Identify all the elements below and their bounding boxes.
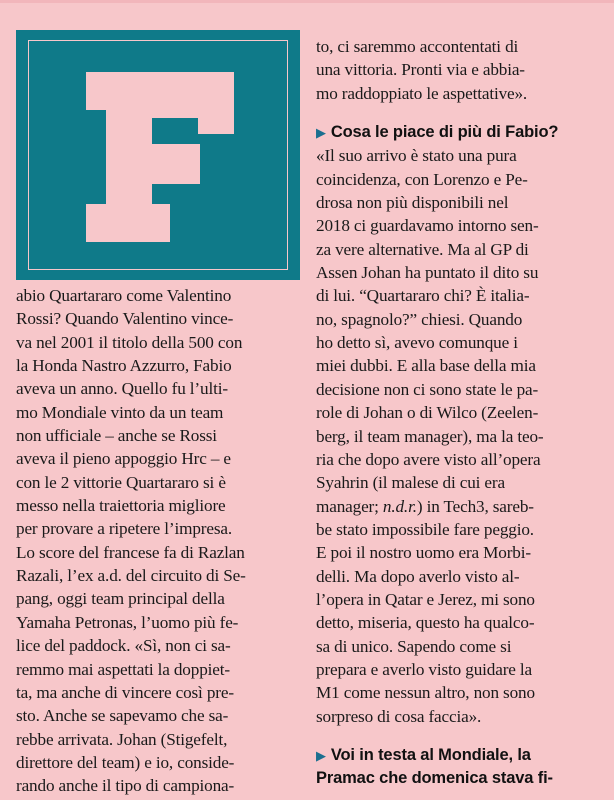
text-line: aveva il pieno appoggio Hrc – e (16, 449, 231, 469)
text-line: detto, miseria, questo ha qualco- (316, 613, 535, 633)
text-line: role di Johan o di Wilco (Zeelen- (316, 403, 539, 423)
question-text: Cosa le piace di più di Fabio? (330, 123, 559, 142)
manager-text: manager; (316, 496, 383, 516)
text-line: Rossi? Quando Valentino vince- (16, 309, 234, 329)
text-line: no, spagnolo?” chiesi. Quando (316, 309, 523, 329)
text-line: be stato impossibile fare peggio. (316, 519, 534, 539)
dropcap-letter-f (86, 72, 234, 242)
text-line: Assen Johan ha puntato il dito su (316, 263, 539, 283)
text-line: abio Quartararo come Valentino (16, 286, 232, 305)
text-line: ta, ma anche di vincere così pre- (16, 682, 234, 702)
text-line: decisione non ci sono state le pa- (316, 379, 539, 399)
question-heading (316, 744, 606, 767)
text-line: to, ci saremmo accontentati di (316, 37, 519, 56)
text-line: va nel 2001 il titolo della 500 con (16, 332, 243, 352)
text-line: Yamaha Petronas, l’uomo più fe- (16, 612, 239, 632)
text-line: berg, il team manager), ma la teo- (316, 426, 544, 446)
text-line: 2018 ci guardavamo intorno sen- (316, 216, 539, 236)
text-line: con le 2 vittorie Quartararo si è (16, 472, 226, 492)
text-line: rebbe arrivata. Johan (Stigefelt, (16, 729, 228, 749)
text-line: messo nella traiettoria migliore (16, 496, 226, 516)
page-edge (0, 0, 614, 3)
text-line: drosa non più disponibili nel (316, 193, 509, 213)
text-line: direttore del team) e io, conside- (16, 752, 235, 772)
text-line: ho detto sì, avevo comunque i (316, 333, 518, 353)
text-line: la Honda Nastro Azzurro, Fabio (16, 356, 232, 376)
question-text: Voi in testa al Mondiale, la (330, 745, 531, 764)
text-line (316, 495, 606, 518)
editor-note: n.d.r. (382, 496, 417, 516)
text-line: Razali, l’ex a.d. del circuito di Se- (16, 566, 246, 586)
text-line: aveva un anno. Quello fu l’ulti- (16, 379, 228, 399)
triangle-bullet-icon: ▶ (316, 747, 326, 763)
left-column (16, 284, 300, 798)
question-heading-line: Pramac che domenica stava fi- (316, 769, 553, 788)
text-line: delli. Ma dopo averlo visto al- (316, 566, 520, 586)
text-line: Lo score del francese fa di Razlan (16, 542, 245, 562)
text-line: l’opera in Qatar e Jerez, mi sono (316, 589, 535, 609)
text-line: za vere alternative. Ma al GP di (316, 239, 529, 259)
manager-suffix: ) in Tech3, sareb- (416, 496, 534, 516)
text-line: mo raddoppiato le aspettative». (316, 83, 528, 103)
text-line: una vittoria. Pronti via e abbia- (316, 60, 525, 80)
text-line: sto. Anche se sapevamo che sa- (16, 706, 229, 726)
text-line: miei dubbi. E alla base della mia (316, 356, 536, 376)
triangle-bullet-icon: ▶ (316, 125, 326, 141)
text-line: non ufficiale – anche se Rossi (16, 426, 217, 446)
right-column (316, 35, 606, 791)
text-line: remmo mai aspettati la doppiet- (16, 659, 230, 679)
text-line: di lui. “Quartararo chi? È italia- (316, 286, 530, 306)
text-line: ria che dopo avere visto all’opera (316, 449, 541, 469)
text-line: pang, oggi team principal della (16, 589, 225, 609)
text-line: Syahrin (il malese di cui era (316, 473, 505, 493)
text-line: sorpreso di cosa faccia». (316, 706, 482, 726)
question-heading (316, 121, 606, 144)
text-line: rando anche il tipo di campiona- (16, 776, 235, 796)
text-line: sa di unico. Sapendo come si (316, 636, 512, 656)
text-line: mo Mondiale vinto da un team (16, 402, 224, 422)
text-line: prepara e averlo visto guidare la (316, 659, 532, 679)
text-line: lice del paddock. «Sì, non ci sa- (16, 636, 231, 656)
text-line: per provare a ripetere l’impresa. (16, 519, 232, 539)
dropcap-box (16, 30, 300, 280)
text-line: coincidenza, con Lorenzo e Pe- (316, 169, 528, 189)
text-line: M1 come nessun altro, non sono (316, 683, 535, 703)
text-line: E poi il nostro uomo era Morbi- (316, 543, 531, 563)
text-line: «Il suo arrivo è stato una pura (316, 146, 517, 166)
